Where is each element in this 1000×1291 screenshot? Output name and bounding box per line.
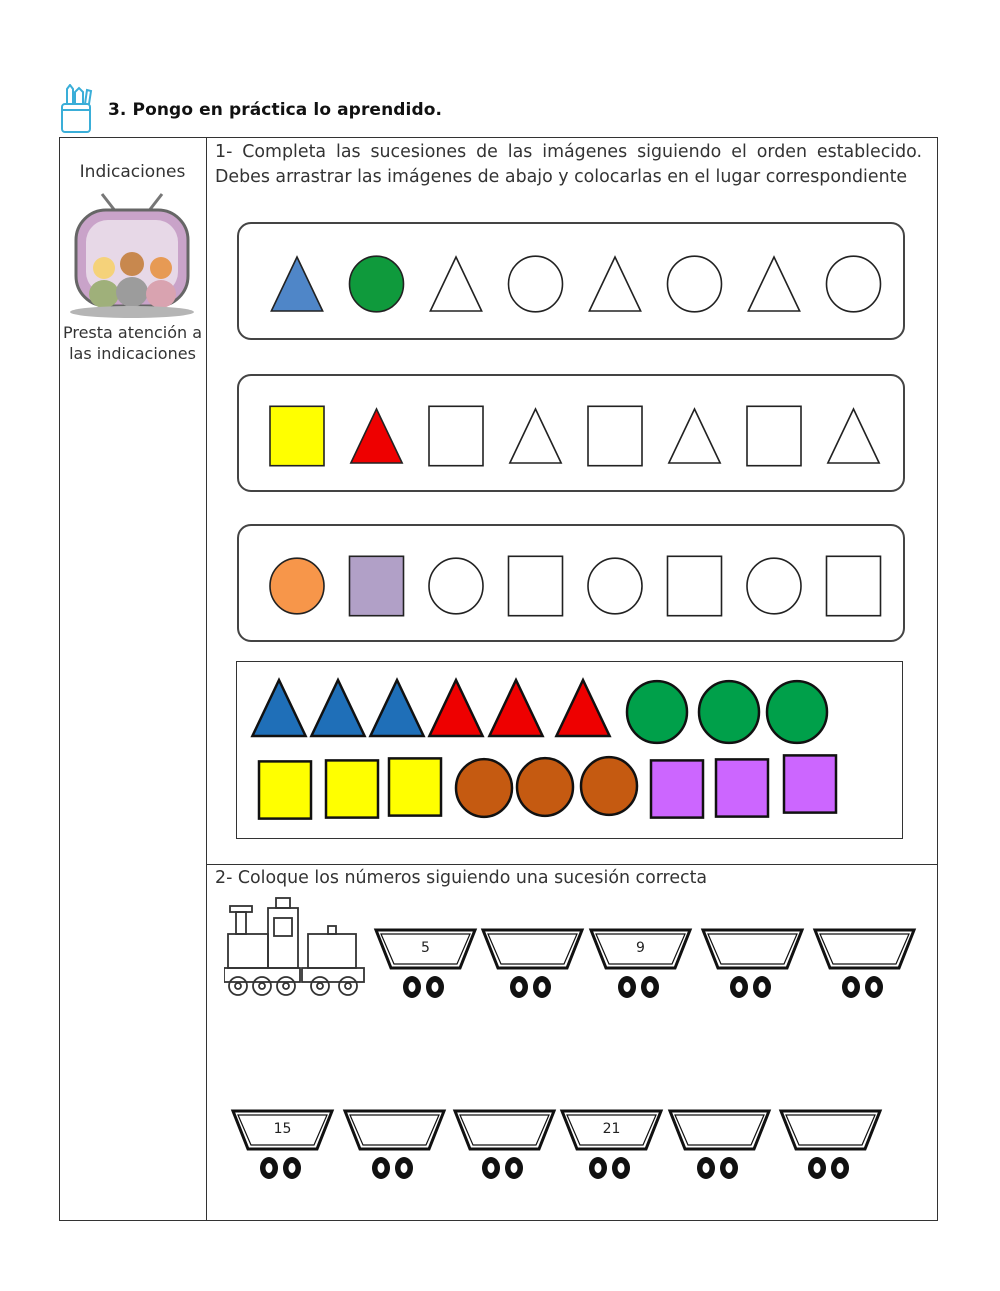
- draggable-triangle: [311, 680, 364, 736]
- train-cart: [373, 926, 478, 1006]
- draggable-triangle: [489, 680, 542, 736]
- empty-circle-slot[interactable]: [588, 558, 642, 614]
- cart-image: [230, 1107, 335, 1187]
- train-cart-empty[interactable]: [812, 926, 917, 1006]
- section-header: [58, 84, 938, 136]
- empty-circle-slot[interactable]: [827, 256, 881, 312]
- sequence-row-3: [237, 524, 905, 642]
- cart-image: [342, 1107, 447, 1187]
- empty-triangle-slot[interactable]: [669, 409, 720, 463]
- train-cart-empty[interactable]: [700, 926, 805, 1006]
- empty-triangle-slot[interactable]: [430, 257, 481, 311]
- draggable-shapes-bank: [236, 661, 903, 839]
- draggable-square: [326, 760, 378, 817]
- empty-square-slot[interactable]: [747, 406, 801, 465]
- empty-circle-slot[interactable]: [747, 558, 801, 614]
- column-divider: [206, 137, 207, 1221]
- pencil-cup-icon: [58, 84, 94, 134]
- section-title: 3. Pongo en práctica lo aprendido.: [108, 100, 443, 120]
- empty-square-slot[interactable]: [429, 406, 483, 465]
- cart-image: [480, 926, 585, 1006]
- filled-circle: [350, 256, 404, 312]
- draggable-circle: [767, 681, 827, 743]
- cart-number: 5: [421, 940, 430, 956]
- cart-image: [452, 1107, 557, 1187]
- cart-image: [667, 1107, 772, 1187]
- draggable-circle: [699, 681, 759, 743]
- empty-square-slot[interactable]: [509, 556, 563, 615]
- empty-triangle-slot[interactable]: [828, 409, 879, 463]
- cart-number: 21: [602, 1121, 621, 1137]
- cart-image: [778, 1107, 883, 1187]
- draggable-circle: [517, 758, 573, 816]
- draggable-square: [389, 758, 441, 815]
- filled-triangle: [271, 257, 322, 311]
- empty-circle-slot[interactable]: [429, 558, 483, 614]
- exercise2-instruction: 2- Coloque los números siguiendo una sucesión correcta: [215, 868, 708, 888]
- train-cart: [559, 1107, 664, 1187]
- cart-image: [559, 1107, 664, 1187]
- draggable-square: [784, 755, 836, 812]
- draggable-circle: [456, 759, 512, 817]
- sequence-row-2: [237, 374, 905, 492]
- cart-image: [373, 926, 478, 1006]
- cart-number: 15: [273, 1121, 292, 1137]
- draggable-square: [716, 759, 768, 816]
- filled-square: [270, 406, 324, 465]
- draggable-triangle: [556, 680, 609, 736]
- draggable-triangle: [370, 680, 423, 736]
- sidebar-note: Presta atención a las indicaciones: [62, 323, 203, 363]
- draggable-circle: [627, 681, 687, 743]
- train-cart: [588, 926, 693, 1006]
- cart-number: 9: [636, 940, 645, 956]
- train-cart-empty[interactable]: [342, 1107, 447, 1187]
- filled-triangle: [351, 409, 402, 463]
- sidebar-title: Indicaciones: [79, 162, 186, 182]
- empty-square-slot[interactable]: [827, 556, 881, 615]
- train-cart-empty[interactable]: [480, 926, 585, 1006]
- train-engine-image: [224, 894, 366, 1000]
- draggable-square: [651, 760, 703, 817]
- draggable-square: [259, 761, 311, 818]
- cart-image: [700, 926, 805, 1006]
- row-divider: [206, 864, 938, 865]
- train-cart-empty[interactable]: [452, 1107, 557, 1187]
- empty-square-slot[interactable]: [668, 556, 722, 615]
- filled-square: [350, 556, 404, 615]
- cart-image: [588, 926, 693, 1006]
- draggable-circle: [581, 757, 637, 815]
- draggable-triangle: [429, 680, 482, 736]
- filled-circle: [270, 558, 324, 614]
- empty-triangle-slot[interactable]: [510, 409, 561, 463]
- train-cart-empty[interactable]: [667, 1107, 772, 1187]
- train-cart-empty[interactable]: [778, 1107, 883, 1187]
- empty-square-slot[interactable]: [588, 406, 642, 465]
- draggable-triangle: [252, 680, 305, 736]
- sequence-row-1: [237, 222, 905, 340]
- children-watching-tv-image: [66, 190, 198, 320]
- empty-triangle-slot[interactable]: [748, 257, 799, 311]
- empty-triangle-slot[interactable]: [589, 257, 640, 311]
- cart-image: [812, 926, 917, 1006]
- exercise1-instruction: 1- Completa las sucesiones de las imágenes siguiendo el orden establecido. Debes arrastrar las imágenes de abajo y colocarlas en el lugar correspondiente: [215, 142, 922, 187]
- empty-circle-slot[interactable]: [668, 256, 722, 312]
- train-cart: [230, 1107, 335, 1187]
- empty-circle-slot[interactable]: [509, 256, 563, 312]
